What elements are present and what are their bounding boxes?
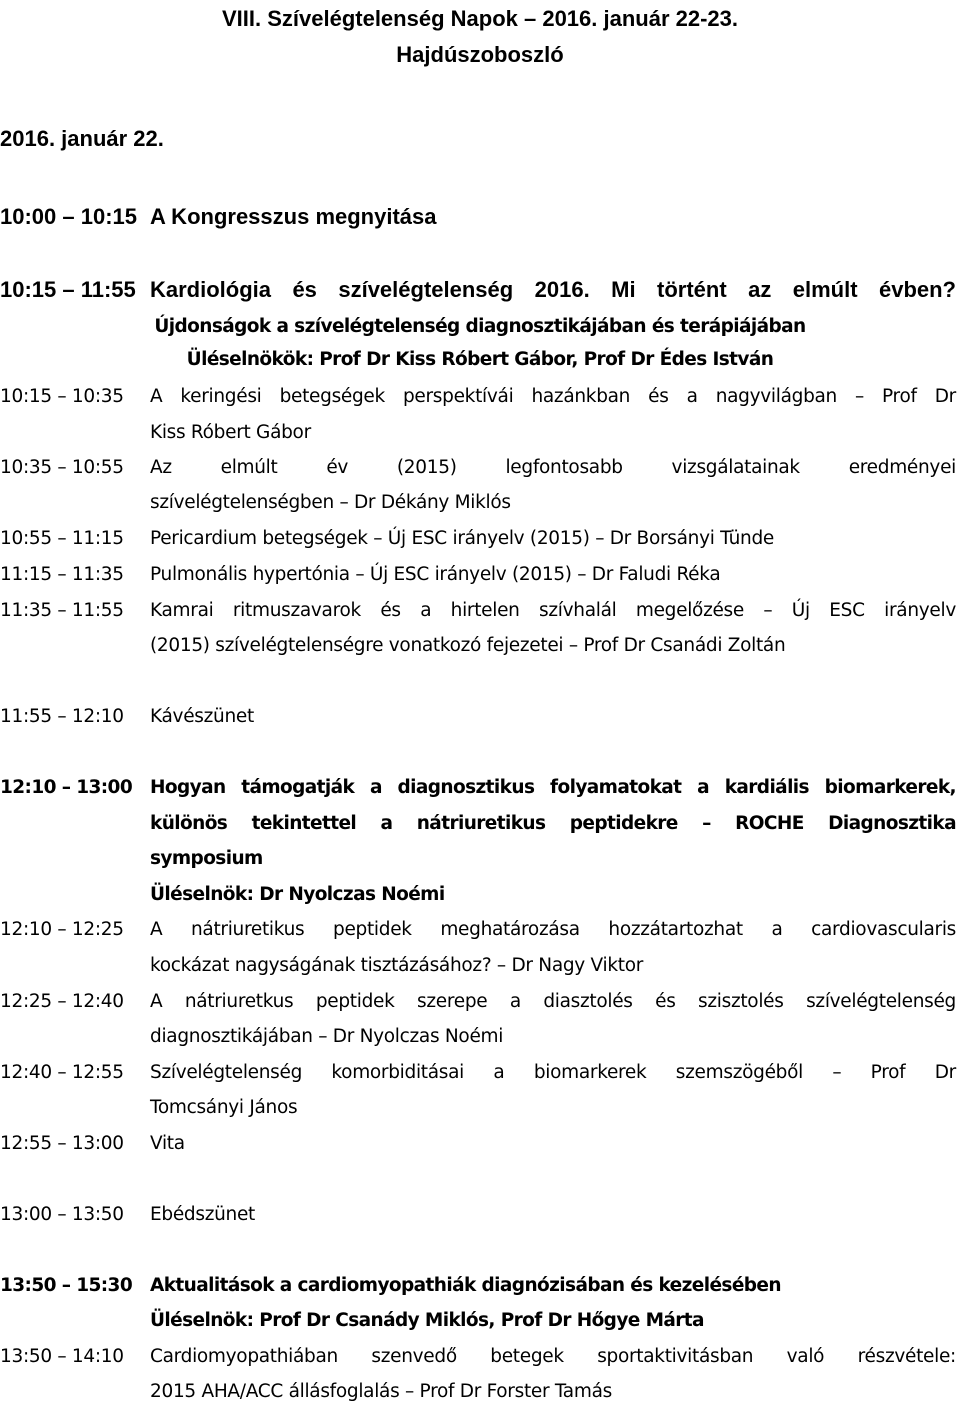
session-chairs: Üléselnökök: Prof Dr Kiss Róbert Gábor, Prof Dr Édes István [186, 349, 774, 370]
item-time: 12:40 – 12:55 [0, 1062, 124, 1083]
session-time: 12:10 – 13:00 [0, 777, 133, 798]
session-time: 10:15 – 11:55 [0, 277, 136, 302]
session-title: Kardiológia és szívelégtelenség 2016. Mi történt az elmúlt évben? [150, 277, 956, 302]
item-time: 10:55 – 11:15 [0, 528, 124, 549]
item-title: A nátriuretikus peptidek meghatározása hozzátartozhat a cardiovascularis [150, 919, 956, 940]
item-time: 11:35 – 11:55 [0, 600, 124, 621]
item-time: 12:25 – 12:40 [0, 991, 124, 1012]
item-title: Kávészünet [150, 706, 254, 727]
item-title: Pulmonális hypertónia – Új ESC irányelv (2015) – Dr Faludi Réka [150, 564, 721, 585]
item-title: A keringési betegségek perspektívái hazánkban és a nagyvilágban – Prof Dr [150, 386, 956, 407]
item-time: 12:10 – 12:25 [0, 919, 124, 940]
item-title: A Kongresszus megnyitása [150, 204, 437, 229]
session-time: 13:50 – 15:30 [0, 1275, 133, 1296]
item-title: Cardiomyopathiában szenvedő betegek sportaktivitásban való részvétele: [150, 1346, 956, 1367]
item-title: Ebédszünet [150, 1204, 255, 1225]
item-title: Kamrai ritmuszavarok és a hirtelen szívhalál megelőzése – Új ESC irányelv [150, 600, 956, 621]
item-time: 13:50 – 14:10 [0, 1346, 124, 1367]
session-subtitle: Újdonságok a szívelégtelenség diagnosztikájában és terápiájában [154, 316, 806, 337]
item-title: A nátriuretkus peptidek szerepe a diasztolés és szisztolés szívelégtelenség [150, 991, 956, 1012]
document-date: 2016. január 22. [0, 126, 164, 151]
item-time: 12:55 – 13:00 [0, 1133, 124, 1154]
session-title: Aktualitások a cardiomyopathiák diagnózisában és kezelésében [150, 1275, 781, 1296]
item-title: Az elmúlt év (2015) legfontosabb vizsgálatainak eredményei [150, 457, 956, 478]
item-time: 10:35 – 10:55 [0, 457, 124, 478]
item-title: Pericardium betegségek – Új ESC irányelv (2015) – Dr Borsányi Tünde [150, 528, 774, 549]
item-time: 10:15 – 10:35 [0, 386, 124, 407]
document-title: VIII. Szívelégtelenség Napok – 2016. január 22-23. [221, 6, 739, 31]
item-time: 13:00 – 13:50 [0, 1204, 124, 1225]
item-time: 10:00 – 10:15 [0, 204, 137, 229]
item-time: 11:15 – 11:35 [0, 564, 124, 585]
session-title: Hogyan támogatják a diagnosztikus folyamatokat a kardiális biomarkerek, [150, 777, 956, 798]
document-place: Hajdúszoboszló [396, 42, 564, 67]
item-title: Vita [150, 1133, 185, 1154]
item-title: Szívelégtelenség komorbiditásai a biomarkerek szemszögéből – Prof Dr [150, 1062, 956, 1083]
item-time: 11:55 – 12:10 [0, 706, 124, 727]
